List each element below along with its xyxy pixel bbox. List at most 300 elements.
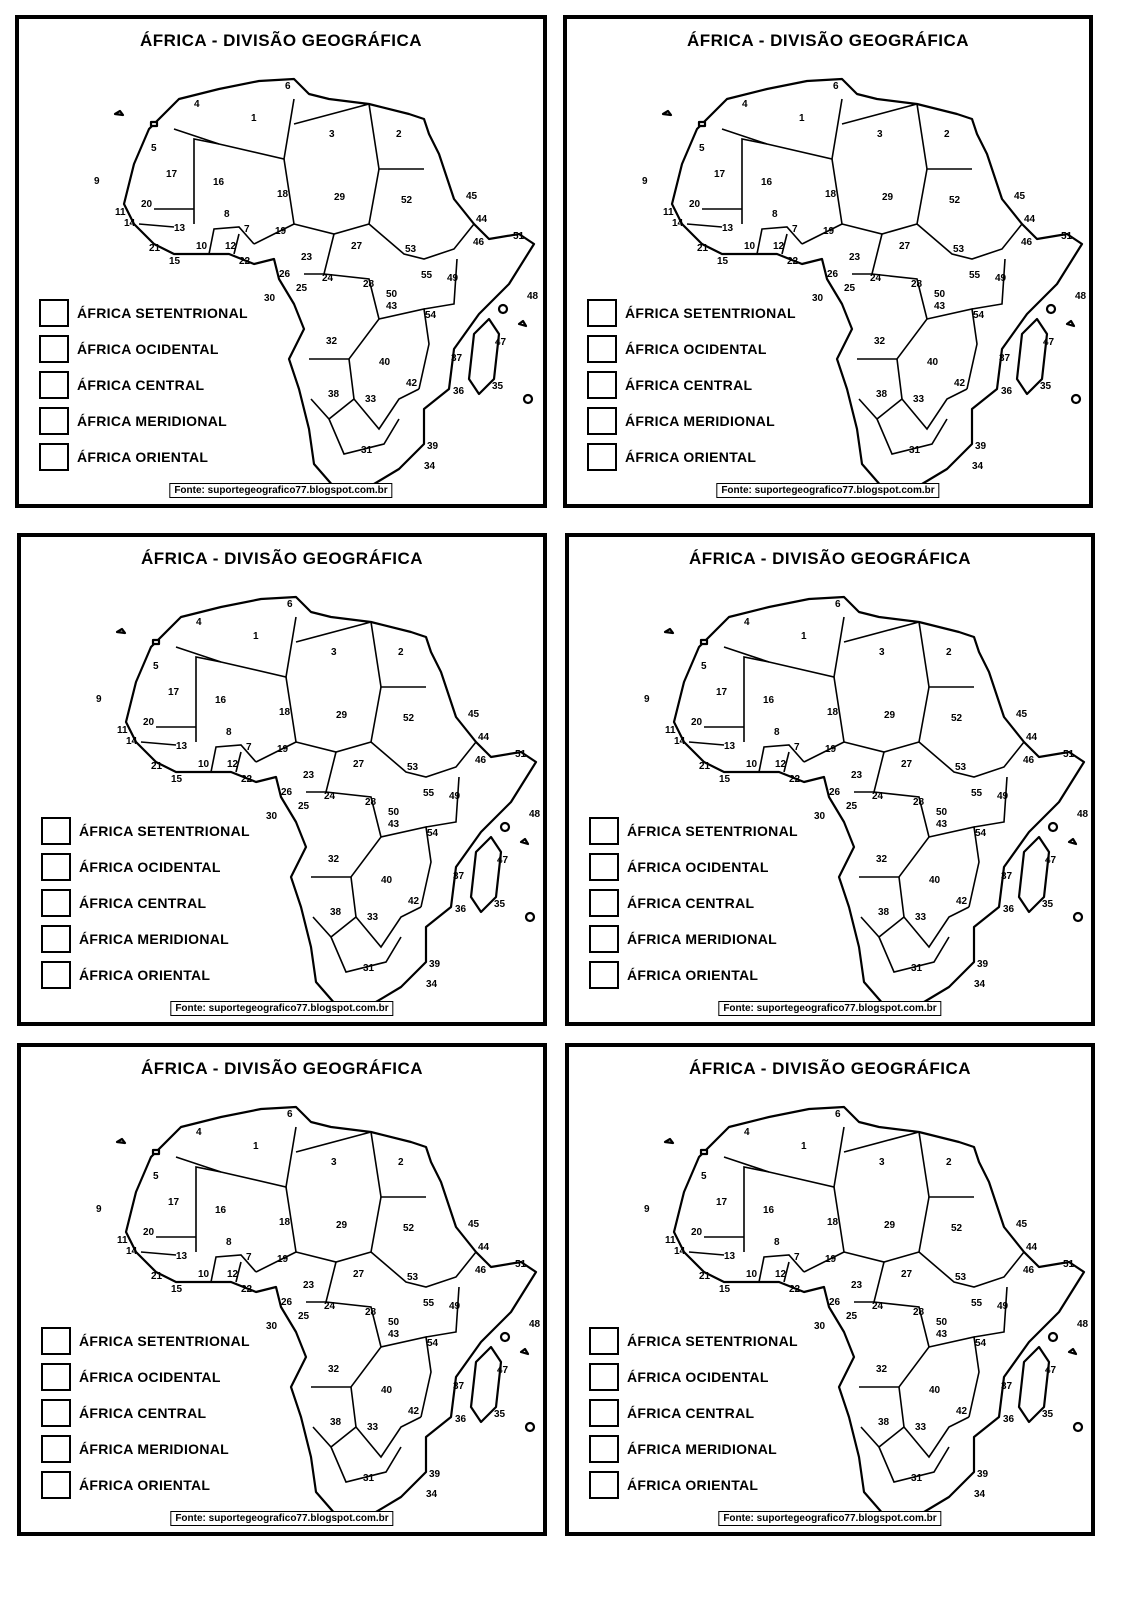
country-number-label: 49	[449, 1301, 461, 1312]
island-shape	[524, 395, 532, 403]
country-number-label: 16	[761, 177, 773, 188]
country-number-label: 6	[287, 1109, 293, 1120]
country-number-label: 11	[117, 725, 128, 736]
region-label: ÁFRICA SETENTRIONAL	[625, 305, 796, 321]
country-number-label: 9	[644, 694, 650, 705]
country-number-label: 10	[198, 1269, 210, 1280]
country-number-label: 21	[151, 761, 163, 772]
country-number-label: 5	[151, 143, 157, 154]
country-number-label: 33	[915, 912, 927, 923]
country-number-label: 54	[427, 1338, 439, 1349]
country-number-label: 35	[1042, 1409, 1054, 1420]
card-title: ÁFRICA - DIVISÃO GEOGRÁFICA	[688, 1059, 972, 1078]
region-label: ÁFRICA ORIENTAL	[627, 967, 759, 983]
country-number-label: 10	[198, 759, 210, 770]
island-shape	[699, 122, 705, 126]
country-number-label: 19	[825, 1254, 837, 1265]
map-card	[565, 1043, 1095, 1536]
country-number-label: 50	[388, 1317, 400, 1328]
country-number-label: 11	[665, 725, 676, 736]
country-number-label: 12	[225, 241, 237, 252]
country-number-label: 37	[453, 1381, 465, 1392]
country-number-label: 16	[215, 695, 227, 706]
country-number-label: 52	[403, 1223, 415, 1234]
region-checkbox[interactable]	[587, 371, 617, 399]
country-number-label: 55	[421, 270, 433, 281]
country-number-label: 30	[814, 811, 826, 822]
country-number-label: 40	[929, 875, 941, 886]
region-checkbox[interactable]	[589, 1327, 619, 1355]
country-number-label: 19	[823, 226, 835, 237]
legend-row	[39, 443, 299, 479]
region-checkbox[interactable]	[587, 407, 617, 435]
country-number-label: 28	[913, 797, 925, 808]
country-number-label: 55	[971, 788, 983, 799]
country-number-label: 18	[277, 189, 289, 200]
country-number-label: 31	[911, 963, 923, 974]
country-number-label: 46	[475, 1265, 487, 1276]
region-checkbox[interactable]	[589, 925, 619, 953]
island-shape	[1069, 1349, 1076, 1354]
country-number-label: 29	[336, 710, 348, 721]
region-checkbox[interactable]	[39, 299, 69, 327]
country-number-label: 18	[279, 707, 291, 718]
map-card	[17, 1043, 547, 1536]
country-number-label: 46	[1023, 755, 1035, 766]
card-title: ÁFRICA - DIVISÃO GEOGRÁFICA	[686, 31, 970, 50]
country-number-label: 4	[196, 617, 202, 628]
country-number-label: 22	[241, 774, 253, 785]
region-checkbox[interactable]	[589, 1399, 619, 1427]
country-number-label: 33	[367, 1422, 379, 1433]
island-shape	[115, 111, 123, 115]
island-shape	[526, 1423, 534, 1431]
country-number-label: 43	[388, 819, 400, 830]
country-number-label: 37	[999, 353, 1011, 364]
country-number-label: 25	[844, 283, 856, 294]
country-number-label: 25	[846, 801, 858, 812]
country-number-label: 27	[901, 759, 913, 770]
country-number-label: 22	[789, 774, 801, 785]
country-number-label: 3	[329, 129, 335, 140]
country-number-label: 2	[946, 1157, 952, 1168]
country-number-label: 4	[196, 1127, 202, 1138]
country-number-label: 7	[244, 224, 250, 235]
country-number-label: 4	[742, 99, 748, 110]
region-checkbox[interactable]	[39, 371, 69, 399]
region-label: ÁFRICA OCIDENTAL	[625, 341, 767, 357]
country-number-label: 32	[328, 1364, 340, 1375]
country-number-label: 12	[775, 1269, 787, 1280]
country-number-label: 21	[151, 1271, 163, 1282]
region-checkbox[interactable]	[39, 407, 69, 435]
country-number-label: 21	[699, 1271, 711, 1282]
legend-row	[39, 407, 299, 443]
source-caption: Fonte: suportegeografico77.blogspot.com.br	[169, 483, 392, 498]
country-number-label: 3	[879, 647, 885, 658]
country-number-label: 6	[835, 1109, 841, 1120]
country-number-label: 13	[724, 1251, 736, 1262]
country-number-label: 26	[281, 787, 293, 798]
country-number-label: 13	[724, 741, 736, 752]
region-checkbox[interactable]	[41, 853, 71, 881]
map-card	[565, 533, 1095, 1026]
country-number-label: 55	[423, 1298, 435, 1309]
country-number-label: 15	[171, 1284, 183, 1295]
country-number-label: 10	[746, 1269, 758, 1280]
region-legend	[587, 299, 847, 479]
country-number-label: 1	[799, 113, 805, 124]
region-checkbox[interactable]	[41, 889, 71, 917]
country-number-label: 47	[1043, 337, 1055, 348]
country-number-label: 24	[324, 791, 336, 802]
country-number-label: 42	[408, 1406, 420, 1417]
region-checkbox[interactable]	[41, 817, 71, 845]
country-number-label: 15	[719, 1284, 731, 1295]
country-number-label: 51	[513, 231, 525, 242]
legend-row	[589, 961, 849, 997]
country-number-label: 5	[699, 143, 705, 154]
region-checkbox[interactable]	[589, 1471, 619, 1499]
country-number-label: 46	[473, 237, 485, 248]
country-number-label: 42	[954, 378, 966, 389]
region-checkbox[interactable]	[587, 299, 617, 327]
legend-row	[41, 1399, 301, 1435]
region-checkbox[interactable]	[41, 1363, 71, 1391]
country-number-label: 12	[773, 241, 785, 252]
region-checkbox[interactable]	[41, 1471, 71, 1499]
country-number-label: 36	[1003, 904, 1015, 915]
country-number-label: 17	[168, 1197, 180, 1208]
region-label: ÁFRICA OCIDENTAL	[79, 1369, 221, 1385]
country-number-label: 33	[915, 1422, 927, 1433]
island-shape	[117, 1139, 125, 1143]
country-number-label: 49	[997, 1301, 1009, 1312]
island-shape	[665, 629, 673, 633]
country-number-label: 44	[1024, 214, 1036, 225]
island-shape	[151, 122, 157, 126]
country-number-label: 12	[775, 759, 787, 770]
island-shape	[663, 111, 671, 115]
legend-row	[589, 817, 849, 853]
map-card	[17, 533, 547, 1026]
region-label: ÁFRICA CENTRAL	[79, 895, 207, 911]
region-checkbox[interactable]	[589, 961, 619, 989]
region-label: ÁFRICA SETENTRIONAL	[627, 823, 798, 839]
country-number-label: 43	[934, 301, 946, 312]
country-number-label: 13	[176, 1251, 188, 1262]
island-shape	[117, 629, 125, 633]
region-checkbox[interactable]	[589, 853, 619, 881]
country-number-label: 9	[94, 176, 100, 187]
region-label: ÁFRICA MERIDIONAL	[625, 413, 776, 429]
country-number-label: 48	[1077, 1319, 1089, 1330]
country-number-label: 2	[946, 647, 952, 658]
region-label: ÁFRICA OCIDENTAL	[627, 859, 769, 875]
legend-row	[587, 407, 847, 443]
island-shape	[521, 839, 528, 844]
country-number-label: 21	[149, 243, 161, 254]
region-label: ÁFRICA ORIENTAL	[625, 449, 757, 465]
country-number-label: 14	[124, 218, 136, 229]
country-number-label: 17	[714, 169, 726, 180]
country-number-label: 51	[1063, 1259, 1075, 1270]
map-card	[15, 15, 547, 508]
country-number-label: 34	[972, 461, 984, 472]
country-number-label: 25	[298, 1311, 310, 1322]
country-number-label: 5	[153, 1171, 159, 1182]
legend-row	[589, 889, 849, 925]
country-number-label: 49	[995, 273, 1007, 284]
country-number-label: 19	[275, 226, 287, 237]
legend-row	[589, 853, 849, 889]
country-number-label: 53	[953, 244, 965, 255]
country-number-label: 55	[969, 270, 981, 281]
region-checkbox[interactable]	[589, 1435, 619, 1463]
country-number-label: 24	[322, 273, 334, 284]
region-label: ÁFRICA CENTRAL	[627, 1405, 755, 1421]
country-number-label: 6	[833, 81, 839, 92]
region-checkbox[interactable]	[39, 443, 69, 471]
country-number-label: 11	[663, 207, 674, 218]
country-number-label: 34	[426, 979, 438, 990]
region-legend	[41, 1327, 301, 1507]
country-number-label: 6	[285, 81, 291, 92]
card-title: ÁFRICA - DIVISÃO GEOGRÁFICA	[140, 549, 424, 568]
country-number-label: 5	[701, 1171, 707, 1182]
country-number-label: 11	[665, 1235, 676, 1246]
country-number-label: 7	[794, 742, 800, 753]
country-number-label: 1	[801, 631, 807, 642]
region-checkbox[interactable]	[41, 1399, 71, 1427]
source-caption: Fonte: suportegeografico77.blogspot.com.br	[170, 1511, 393, 1526]
region-checkbox[interactable]	[41, 1327, 71, 1355]
country-number-label: 44	[1026, 732, 1038, 743]
country-number-label: 37	[453, 871, 465, 882]
country-number-label: 15	[717, 256, 729, 267]
island-shape	[1049, 1333, 1057, 1341]
country-number-label: 33	[913, 394, 925, 405]
country-number-label: 43	[936, 1329, 948, 1340]
country-number-label: 24	[324, 1301, 336, 1312]
country-number-label: 28	[911, 279, 923, 290]
country-number-label: 20	[689, 199, 701, 210]
country-number-label: 34	[426, 1489, 438, 1500]
country-number-label: 35	[492, 381, 504, 392]
region-checkbox[interactable]	[41, 1435, 71, 1463]
region-checkbox[interactable]	[589, 817, 619, 845]
country-number-label: 15	[169, 256, 181, 267]
legend-row	[41, 961, 301, 997]
country-number-label: 29	[884, 710, 896, 721]
country-number-label: 55	[971, 1298, 983, 1309]
country-number-label: 28	[365, 797, 377, 808]
country-number-label: 43	[936, 819, 948, 830]
country-number-label: 53	[405, 244, 417, 255]
map-card	[563, 15, 1093, 508]
region-checkbox[interactable]	[41, 961, 71, 989]
country-number-label: 8	[226, 727, 232, 738]
region-checkbox[interactable]	[589, 1363, 619, 1391]
legend-row	[39, 335, 299, 371]
region-label: ÁFRICA OCIDENTAL	[77, 341, 219, 357]
country-number-label: 46	[1023, 1265, 1035, 1276]
country-number-label: 27	[353, 1269, 365, 1280]
legend-row	[587, 443, 847, 479]
country-number-label: 53	[407, 762, 419, 773]
country-number-label: 55	[423, 788, 435, 799]
region-checkbox[interactable]	[587, 335, 617, 363]
legend-row	[589, 925, 849, 961]
region-checkbox[interactable]	[589, 889, 619, 917]
country-number-label: 19	[825, 744, 837, 755]
country-number-label: 38	[330, 1417, 342, 1428]
source-caption: Fonte: suportegeografico77.blogspot.com.br	[718, 1001, 941, 1016]
country-number-label: 8	[774, 727, 780, 738]
country-number-label: 51	[1063, 749, 1075, 760]
country-number-label: 21	[699, 761, 711, 772]
country-number-label: 23	[301, 252, 313, 263]
country-number-label: 12	[227, 1269, 239, 1280]
country-number-label: 51	[515, 1259, 527, 1270]
region-legend	[41, 817, 301, 997]
country-number-label: 12	[227, 759, 239, 770]
island-shape	[665, 1139, 673, 1143]
country-number-label: 15	[719, 774, 731, 785]
country-number-label: 53	[955, 762, 967, 773]
country-number-label: 27	[899, 241, 911, 252]
country-number-label: 16	[213, 177, 225, 188]
country-number-label: 39	[977, 959, 989, 970]
card-title: ÁFRICA - DIVISÃO GEOGRÁFICA	[688, 549, 972, 568]
country-number-label: 45	[1014, 191, 1026, 202]
country-number-label: 49	[997, 791, 1009, 802]
country-number-label: 30	[264, 293, 276, 304]
country-number-label: 35	[1040, 381, 1052, 392]
legend-row	[589, 1363, 849, 1399]
country-number-label: 14	[674, 1246, 686, 1257]
country-number-label: 2	[944, 129, 950, 140]
country-number-label: 29	[334, 192, 346, 203]
region-label: ÁFRICA ORIENTAL	[79, 1477, 211, 1493]
country-number-label: 19	[277, 1254, 289, 1265]
country-number-label: 17	[716, 1197, 728, 1208]
country-number-label: 37	[1001, 1381, 1013, 1392]
country-number-label: 6	[835, 599, 841, 610]
legend-row	[589, 1435, 849, 1471]
country-number-label: 25	[298, 801, 310, 812]
card-title: ÁFRICA - DIVISÃO GEOGRÁFICA	[140, 1059, 424, 1078]
country-number-label: 54	[973, 310, 985, 321]
region-checkbox[interactable]	[41, 925, 71, 953]
region-checkbox[interactable]	[39, 335, 69, 363]
country-number-label: 50	[936, 807, 948, 818]
country-number-label: 30	[266, 811, 278, 822]
country-number-label: 7	[246, 1252, 252, 1263]
region-label: ÁFRICA MERIDIONAL	[77, 413, 228, 429]
country-number-label: 22	[241, 1284, 253, 1295]
region-label: ÁFRICA ORIENTAL	[79, 967, 211, 983]
country-number-label: 54	[975, 1338, 987, 1349]
country-number-label: 28	[363, 279, 375, 290]
country-number-label: 17	[166, 169, 178, 180]
country-number-label: 11	[117, 1235, 128, 1246]
legend-row	[41, 853, 301, 889]
country-number-label: 54	[427, 828, 439, 839]
island-shape	[501, 823, 509, 831]
country-number-label: 34	[424, 461, 436, 472]
country-number-label: 1	[801, 1141, 807, 1152]
country-number-label: 15	[171, 774, 183, 785]
legend-row	[41, 1327, 301, 1363]
region-label: ÁFRICA MERIDIONAL	[79, 1441, 230, 1457]
card-title: ÁFRICA - DIVISÃO GEOGRÁFICA	[139, 31, 423, 50]
country-number-label: 32	[874, 336, 886, 347]
country-number-label: 37	[1001, 871, 1013, 882]
country-number-label: 3	[879, 1157, 885, 1168]
country-number-label: 23	[851, 1280, 863, 1291]
country-number-label: 43	[386, 301, 398, 312]
legend-row	[41, 817, 301, 853]
country-number-label: 1	[253, 631, 259, 642]
country-number-label: 44	[1026, 1242, 1038, 1253]
country-number-label: 35	[1042, 899, 1054, 910]
country-number-label: 48	[1077, 809, 1089, 820]
country-number-label: 48	[1075, 291, 1087, 302]
country-number-label: 47	[1045, 855, 1057, 866]
country-number-label: 36	[455, 904, 467, 915]
country-number-label: 34	[974, 1489, 986, 1500]
country-number-label: 10	[196, 241, 208, 252]
country-number-label: 9	[644, 1204, 650, 1215]
country-number-label: 46	[1021, 237, 1033, 248]
country-number-label: 39	[975, 441, 987, 452]
island-shape	[519, 321, 526, 326]
country-number-label: 45	[468, 1219, 480, 1230]
legend-row	[41, 925, 301, 961]
country-number-label: 13	[174, 223, 186, 234]
country-number-label: 37	[451, 353, 463, 364]
country-number-label: 50	[386, 289, 398, 300]
country-number-label: 52	[401, 195, 413, 206]
country-number-label: 48	[527, 291, 539, 302]
legend-row	[587, 371, 847, 407]
country-number-label: 7	[792, 224, 798, 235]
region-checkbox[interactable]	[587, 443, 617, 471]
country-number-label: 33	[365, 394, 377, 405]
country-number-label: 11	[115, 207, 126, 218]
country-number-label: 40	[927, 357, 939, 368]
country-number-label: 29	[884, 1220, 896, 1231]
legend-row	[41, 1471, 301, 1507]
country-number-label: 26	[827, 269, 839, 280]
country-number-label: 10	[746, 759, 758, 770]
country-number-label: 4	[194, 99, 200, 110]
country-number-label: 4	[744, 1127, 750, 1138]
country-number-label: 26	[281, 1297, 293, 1308]
region-legend	[589, 817, 849, 997]
country-number-label: 2	[396, 129, 402, 140]
legend-row	[589, 1399, 849, 1435]
country-number-label: 4	[744, 617, 750, 628]
region-label: ÁFRICA CENTRAL	[77, 377, 205, 393]
country-number-label: 28	[913, 1307, 925, 1318]
island-shape	[521, 1349, 528, 1354]
country-number-label: 49	[447, 273, 459, 284]
island-shape	[499, 305, 507, 313]
country-number-label: 38	[878, 907, 890, 918]
country-number-label: 32	[326, 336, 338, 347]
